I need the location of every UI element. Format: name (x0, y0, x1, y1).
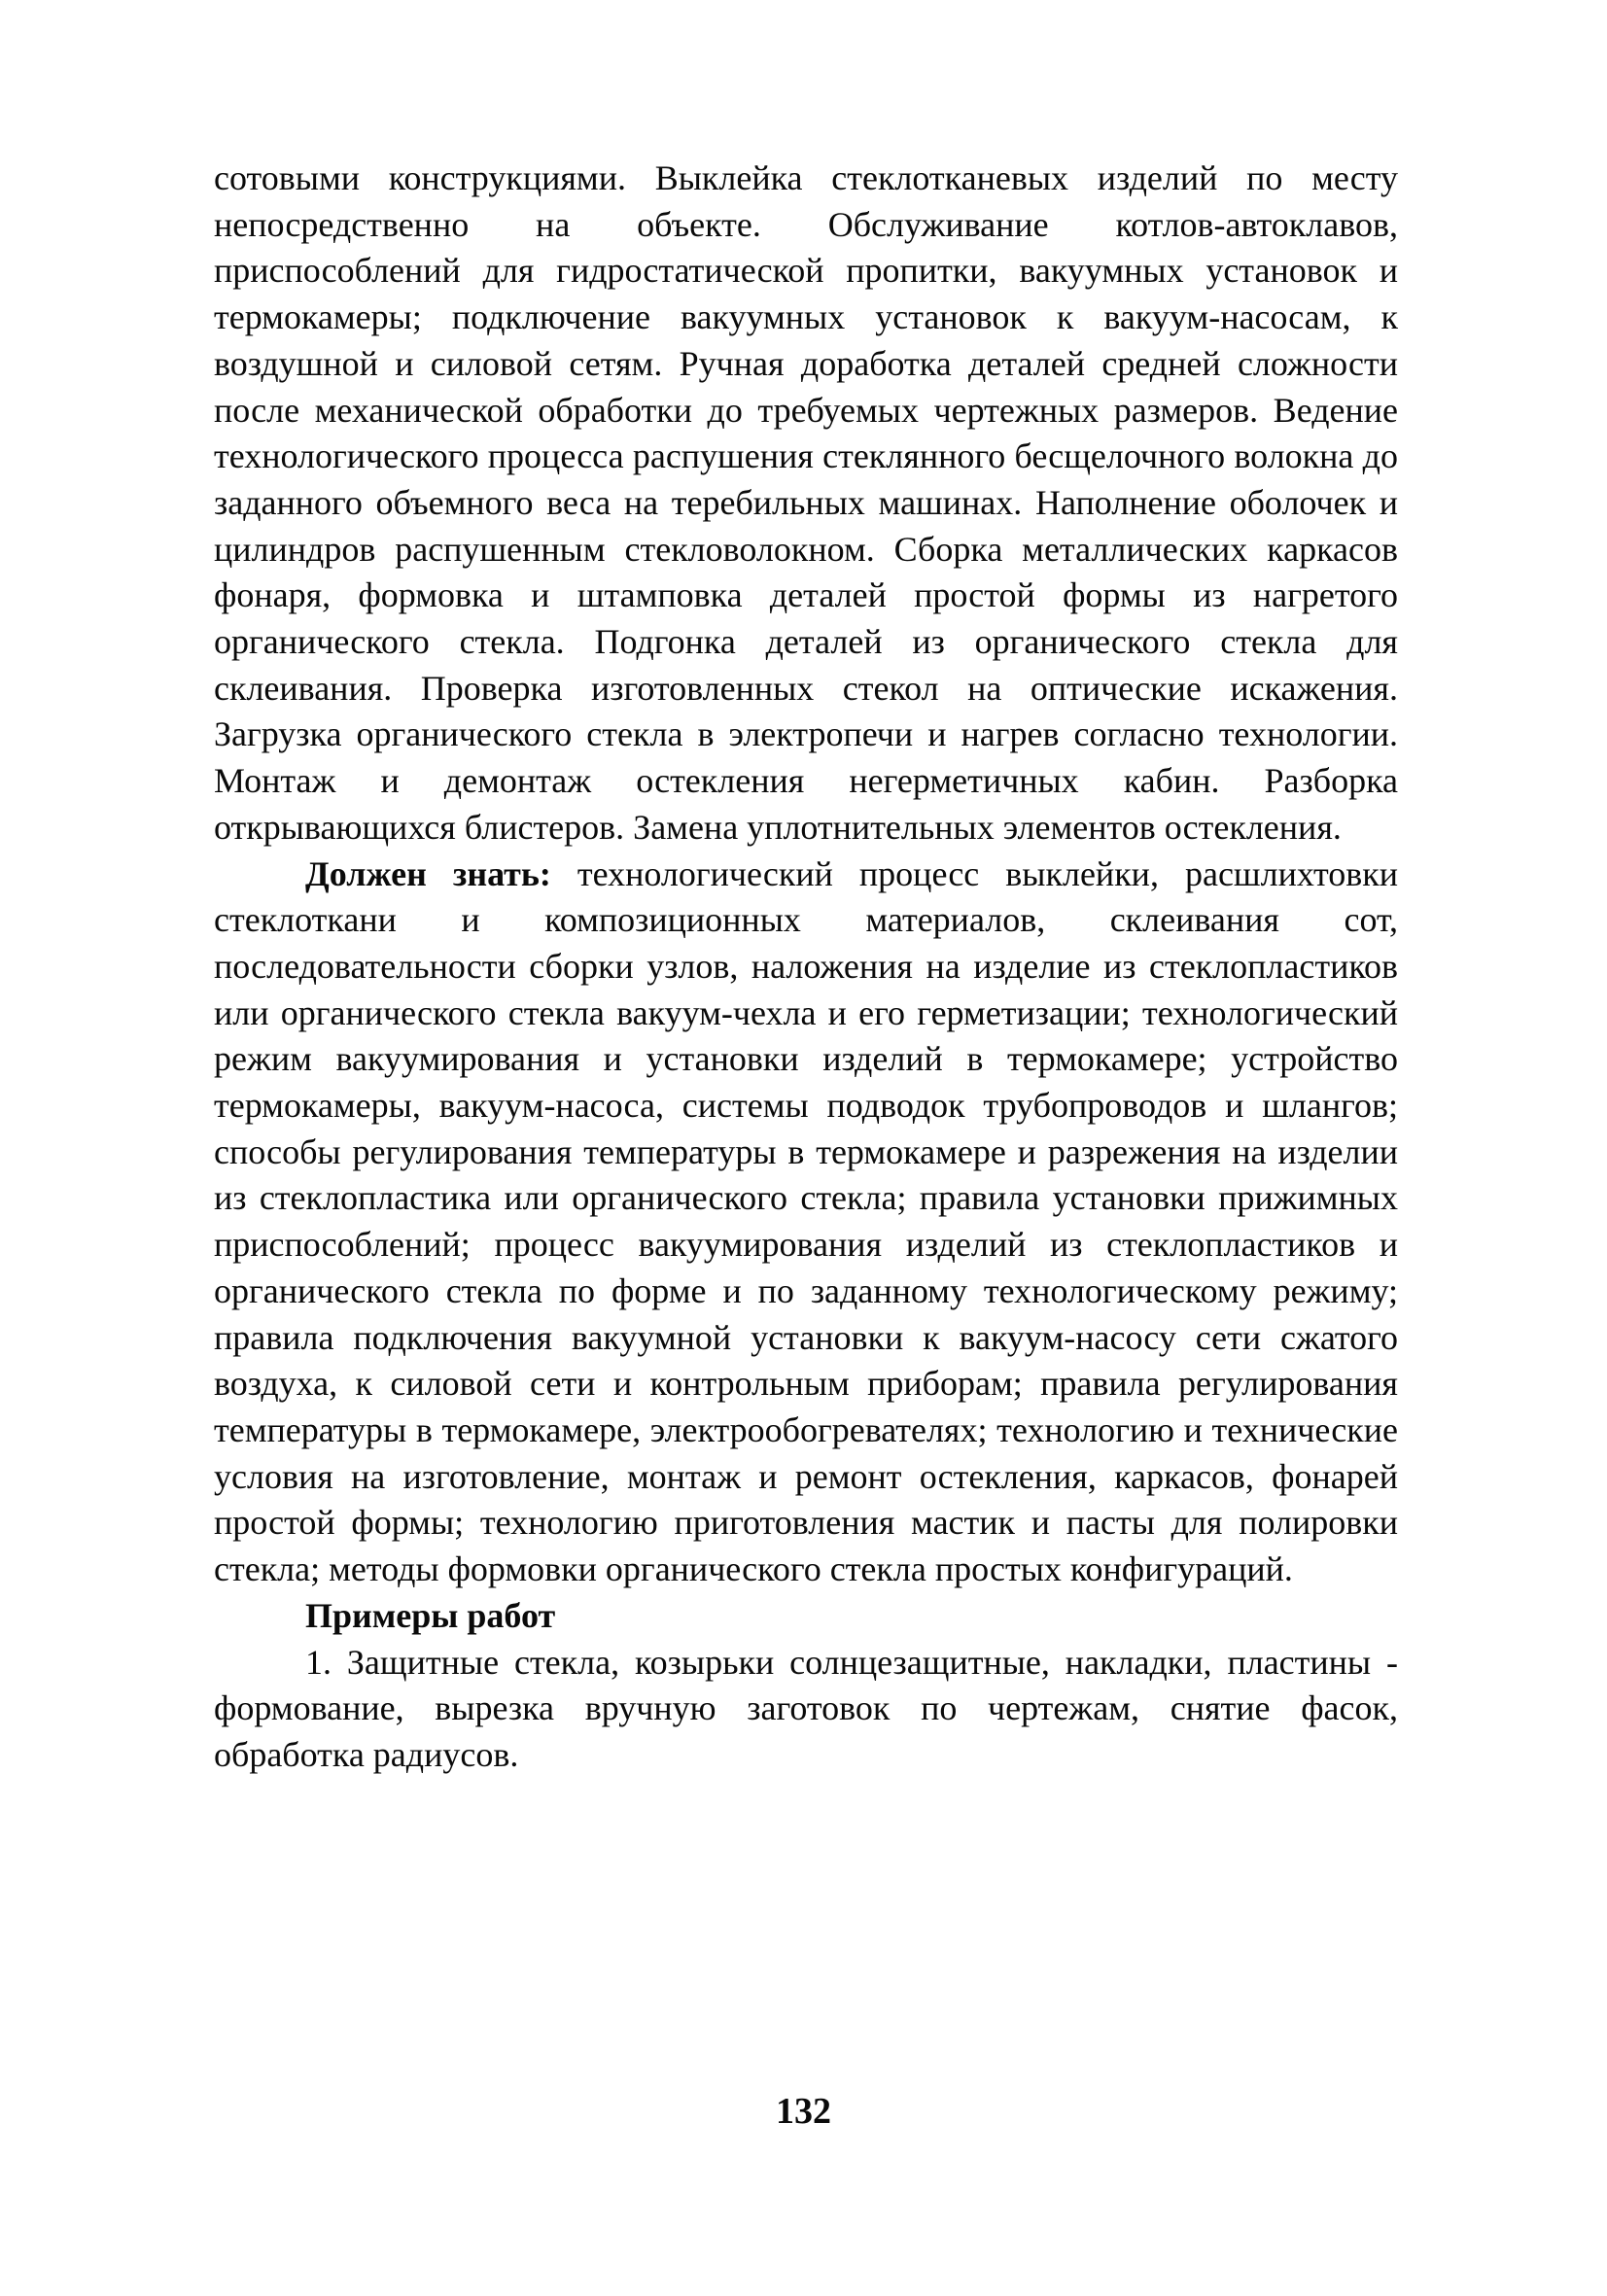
paragraph-continuation: сотовыми конструкциями. Выклейка стеклотканевых изделий по месту непосредственно на объекте. Обслуживание котлов-автоклавов, приспособлений для гидростатической пропитки, вакуумных установок и термокамеры; подключение вакуумных установок к вакуум-насосам, к воздушной и силовой сетям. Ручная доработка деталей средней сложности после механической обработки до требуемых чертежных размеров. Ведение технологического процесса распушения стеклянного бесщелочного волокна до заданного объемного веса на теребильных машинах. Наполнение оболочек и цилиндров распушенным стекловолокном. Сборка металлических каркасов фонаря, формовка и штамповка деталей простой формы из нагретого органического стекла. Подгонка деталей из органического стекла для склеивания. Проверка изготовленных стекол на оптические искажения. Загрузка органического стекла в электропечи и нагрев согласно технологии. Монтаж и демонтаж остекления негерметичных кабин. Разборка открывающихся блистеров. Замена уплотнительных элементов остекления. (214, 158, 1398, 847)
must-know-label: Должен знать: (305, 853, 551, 893)
page-body (214, 156, 1398, 1779)
must-know-text: технологический процесс выклейки, расшлихтовки стеклоткани и композиционных материалов, склеивания сот, последовательности сборки узлов, наложения на изделие из стеклопластиков или органического стекла вакуум-чехла и его герметизации; технологический режим вакуумирования и установки изделий в термокамере; устройство термокамеры, вакуум-насоса, системы подводок трубопроводов и шлангов; способы регулирования температуры в термокамере и разрежения на изделии из стеклопластика или органического стекла; правила установки прижимных приспособлений; процесс вакуумирования изделий из стеклопластиков и органического стекла по форме и по заданному технологическому режиму; правила подключения вакуумной установки к вакуум-насосу сети сжатого воздуха, к силовой сети и контрольным приборам; правила регулирования температуры в термокамере, электрообогревателях; технологию и технические условия на изготовление, монтаж и ремонт остекления, каркасов, фонарей простой формы; технологию приготовления мастик и пасты для полировки стекла; методы формовки органического стекла простых конфигураций. (214, 853, 1399, 1589)
page-number: 132 (776, 2091, 831, 2132)
paragraph-must-know (214, 852, 1398, 1593)
example-item-1: 1. Защитные стекла, козырьки солнцезащитные, накладки, пластины - формование, вырезка вручную заготовок по чертежам, снятие фасок, обработка радиусов. (214, 1642, 1398, 1774)
examples-heading: Примеры работ (305, 1595, 556, 1635)
